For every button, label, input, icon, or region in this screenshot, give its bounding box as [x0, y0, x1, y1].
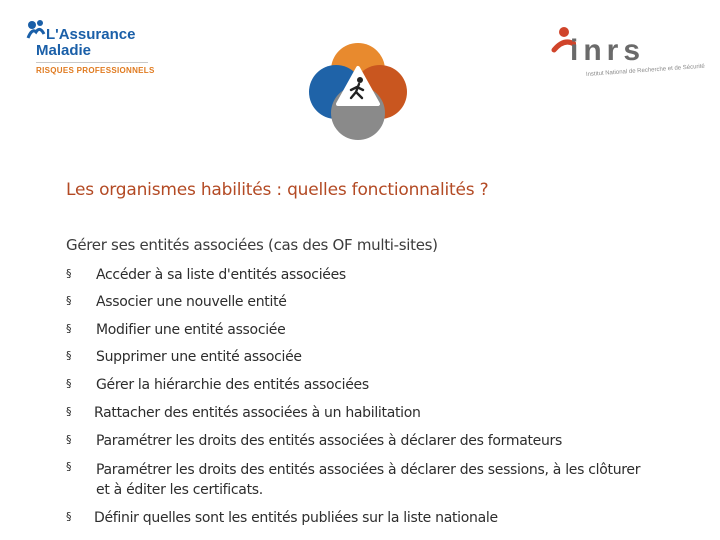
inrs-subtitle: Institut National de Recherche et de Sécurité [585, 63, 705, 78]
assurance-maladie-emblem-icon [26, 18, 46, 44]
bullet-icon: § [66, 460, 72, 473]
inrs-wordmark: inrs [570, 34, 646, 67]
bullet-icon: § [66, 322, 72, 335]
logo-divider [36, 62, 148, 63]
section-heading: Gérer ses entités associées (cas des OF multi-sites) [66, 236, 438, 254]
bullet-icon: § [66, 377, 72, 390]
bullet-icon: § [66, 267, 72, 280]
slide-title: Les organismes habilités : quelles fonctionnalités ? [66, 180, 489, 200]
list-item-text: Rattacher des entités associées à un habilitation [94, 405, 421, 421]
assurance-maladie-subtitle: RISQUES PROFESSIONNELS [36, 66, 155, 75]
list-item-text: Paramétrer les droits des entités associées à déclarer des formateurs [96, 433, 563, 449]
bullet-icon: § [66, 349, 72, 362]
bullet-icon: § [66, 510, 72, 523]
bullet-icon: § [66, 294, 72, 307]
list-item-text: Gérer la hiérarchie des entités associées [96, 377, 369, 393]
list-item-text: Supprimer une entité associée [96, 349, 302, 365]
bullet-icon: § [66, 433, 72, 446]
list-item-text: Modifier une entité associée [96, 322, 286, 338]
assurance-maladie-line2: Maladie [36, 42, 92, 59]
pedestrian-warning-emblem-icon [306, 40, 410, 142]
list-item-text: Paramétrer les droits des entités associées à déclarer des sessions, à les clôturer et à éditer les certificats. [96, 462, 641, 498]
list-item-text: Définir quelles sont les entités publiées sur la liste nationale [94, 510, 498, 526]
assurance-maladie-logo [26, 18, 156, 80]
list-item-text: Associer une nouvelle entité [96, 294, 287, 310]
assurance-maladie-line1: L'Assurance [46, 26, 136, 43]
inrs-logo [548, 20, 705, 82]
list-item-text: Accéder à sa liste d'entités associées [96, 267, 346, 283]
bullet-icon: § [66, 405, 72, 418]
